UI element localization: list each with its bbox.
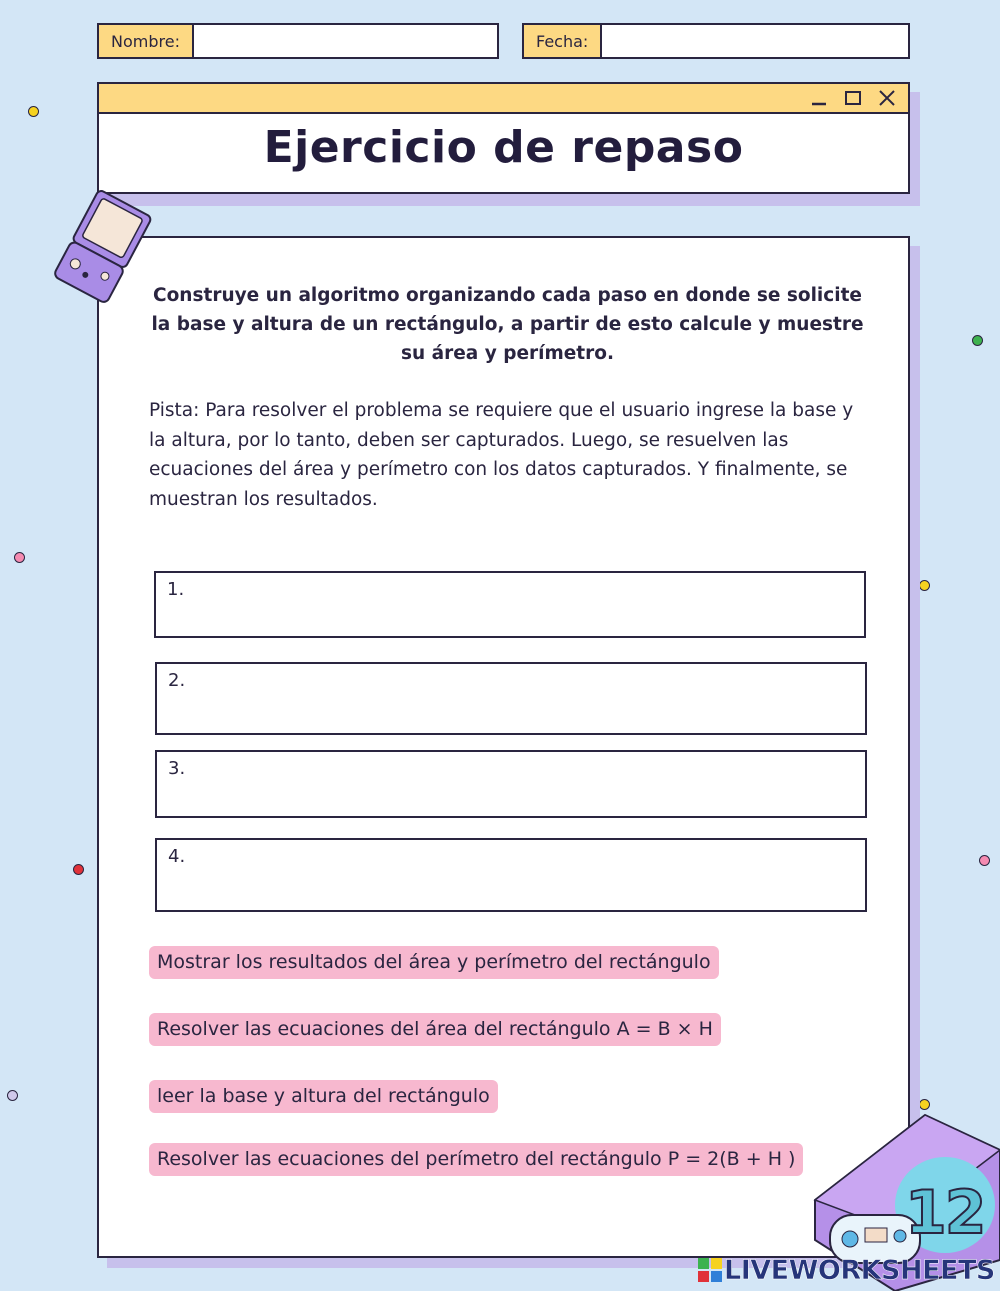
page-title: Ejercicio de repaso: [263, 122, 744, 173]
step-number: 3.: [168, 758, 186, 779]
date-input[interactable]: [602, 25, 908, 57]
hint-text: Pista: Para resolver el problema se requiere que el usuario ingrese la base y la altura, por lo tanto, deben ser capturados. Luego, se resuelven las ecuaciones del área y perímetro con los datos capturados. Y finalmente, se muestran los resultados.: [149, 400, 854, 510]
decor-dot-green: [972, 335, 983, 346]
date-label: Fecha:: [524, 25, 602, 57]
name-input[interactable]: [194, 25, 497, 57]
option-chip-read-inputs[interactable]: leer la base y altura del rectángulo: [149, 1080, 498, 1113]
liveworksheets-wordmark: LIVEWORKSHEETS: [724, 1254, 995, 1286]
step-box-4[interactable]: [155, 838, 867, 912]
instructions-text: Construye un algoritmo organizando cada paso en donde se solicite la base y altura de un rectángulo, a partir de esto calcule y muestre su área y perímetro.: [151, 285, 864, 364]
liveworksheets-logo-icon: [698, 1258, 722, 1282]
minimize-icon: [808, 87, 830, 109]
liveworksheets-logo: [698, 1253, 995, 1287]
decor-dot-red: [73, 864, 84, 875]
step-box-2[interactable]: [155, 662, 867, 735]
decor-dot-lilac: [7, 1090, 18, 1101]
step-number: 4.: [168, 846, 186, 867]
option-chip-perimeter-equation[interactable]: Resolver las ecuaciones del perímetro del rectángulo P = 2(B + H ): [149, 1143, 803, 1176]
decor-dot-yellow: [28, 106, 39, 117]
window-titlebar: [99, 84, 908, 114]
step-box-3[interactable]: [155, 750, 867, 818]
maximize-icon: [842, 87, 864, 109]
option-chip-area-equation[interactable]: Resolver las ecuaciones del área del rectángulo A = B × H: [149, 1013, 721, 1046]
decor-dot-pink: [14, 552, 25, 563]
step-box-1[interactable]: [154, 571, 866, 638]
close-icon: [876, 87, 898, 109]
name-label: Nombre:: [99, 25, 194, 57]
decor-dot-pink: [979, 855, 990, 866]
title-window: [97, 82, 910, 194]
step-number: 1.: [167, 579, 185, 600]
date-field: [522, 23, 910, 59]
name-field: [97, 23, 499, 59]
option-chip-show-results[interactable]: Mostrar los resultados del área y perímetro del rectángulo: [149, 946, 719, 979]
step-number: 2.: [168, 670, 186, 691]
decor-dot-yellow: [919, 580, 930, 591]
level-badge-number: 12: [905, 1178, 985, 1248]
decor-dot-yellow: [919, 1099, 930, 1110]
